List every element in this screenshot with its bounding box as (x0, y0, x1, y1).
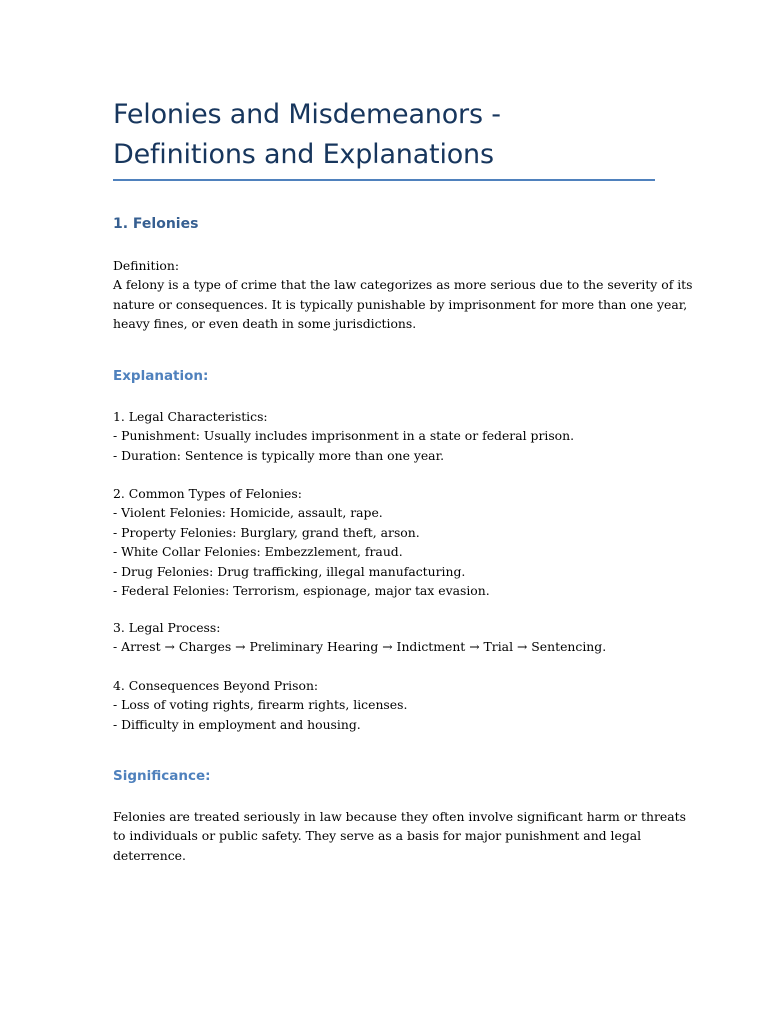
list-item: - Federal Felonies: Terrorism, espionage, major tax evasion. (113, 583, 490, 599)
list-item: - Violent Felonies: Homicide, assault, rape. (113, 505, 383, 521)
list-item: - Duration: Sentence is typically more than one year. (113, 447, 445, 463)
title-underline-rule (113, 179, 655, 181)
subheading-explanation: Explanation: (113, 368, 209, 384)
common-types-list (113, 484, 655, 600)
list-item: - Property Felonies: Burglary, grand theft, arson. (113, 524, 420, 540)
significance-paragraph (113, 807, 686, 865)
document-title-line-2: Definitions and Explanations (113, 139, 494, 170)
list-heading: 1. Legal Characteristics: (113, 409, 268, 424)
definition-text-line: heavy fines, or even death in some jurisdictions. (113, 316, 417, 332)
document-title-line-1: Felonies and Misdemeanors - (113, 99, 501, 130)
list-item: - Arrest → Charges → Preliminary Hearing → Indictment → Trial → Sentencing. (113, 639, 607, 655)
definition-text-line: nature or consequences. It is typically punishable by imprisonment for more than one year, (113, 296, 688, 312)
list-item: - Drug Felonies: Drug trafficking, illegal manufacturing. (113, 563, 466, 579)
list-heading: 2. Common Types of Felonies: (113, 486, 302, 501)
list-heading: 3. Legal Process: (113, 620, 221, 635)
list-item: - Difficulty in employment and housing. (113, 716, 361, 732)
definition-block (113, 256, 693, 334)
paragraph-line: deterrence. (113, 847, 186, 863)
list-item: - Loss of voting rights, firearm rights, licenses. (113, 697, 408, 713)
paragraph-line: to individuals or public safety. They serve as a basis for major punishment and legal (113, 828, 642, 844)
legal-characteristics-list (113, 407, 655, 465)
definition-label: Definition: (113, 258, 180, 273)
list-item: - White Collar Felonies: Embezzlement, fraud. (113, 544, 403, 560)
consequences-list (113, 676, 655, 734)
definition-text-line: A felony is a type of crime that the law categorizes as more serious due to the severity of its (113, 277, 693, 293)
document-title (113, 95, 655, 175)
paragraph-line: Felonies are treated seriously in law because they often involve significant harm or threats (113, 809, 686, 824)
section-heading-felonies: 1. Felonies (113, 216, 199, 232)
legal-process-list (113, 618, 655, 657)
list-heading: 4. Consequences Beyond Prison: (113, 678, 319, 693)
list-item: - Punishment: Usually includes imprisonment in a state or federal prison. (113, 428, 575, 444)
subheading-significance: Significance: (113, 768, 211, 784)
